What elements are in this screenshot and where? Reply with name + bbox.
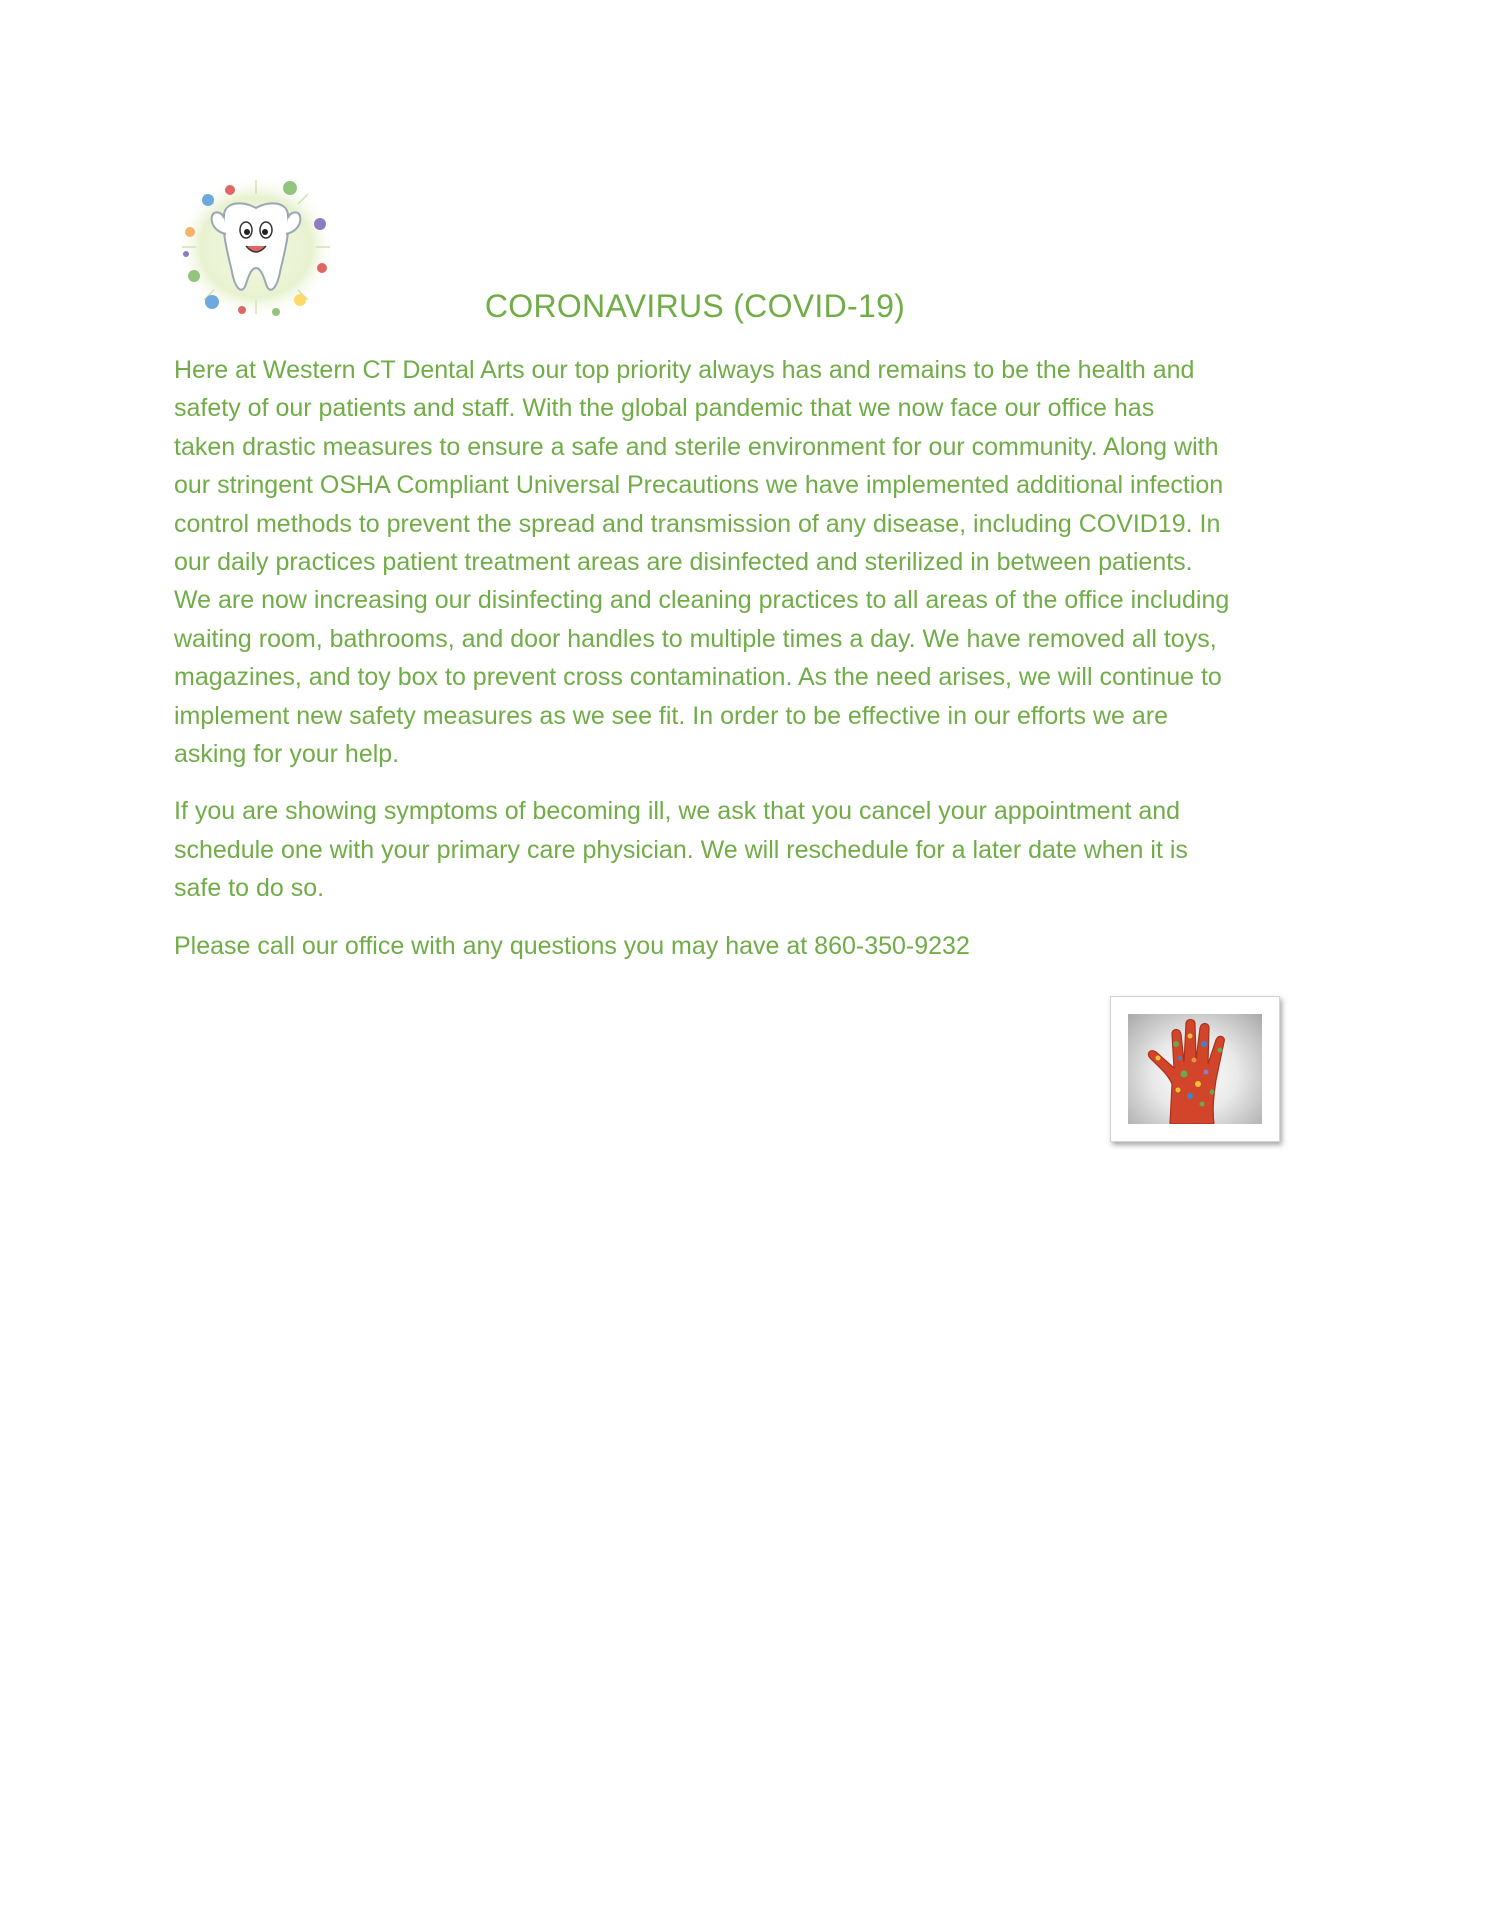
text-line: Here at Western CT Dental Arts our top priority always has and remains to be the health and	[174, 356, 1195, 384]
text-line: implement new safety measures as we see fit. In order to be effective in our efforts we are	[174, 701, 1169, 730]
text-line: We are now increasing our disinfecting and cleaning practices to all areas of the office including	[174, 586, 1230, 615]
paragraph-intro	[174, 351, 1324, 773]
text-line: our daily practices patient treatment areas are disinfected and sterilized in between patients.	[174, 548, 1193, 577]
hand-icon	[1128, 1014, 1262, 1124]
paragraph-symptoms	[174, 792, 1324, 907]
paragraph-contact	[174, 927, 1324, 965]
contact-line: Please call our office with any questions you may have at 860-350-9232	[174, 931, 970, 960]
germ-covered-hand-photo	[1110, 996, 1280, 1142]
text-line: waiting room, bathrooms, and door handles to multiple times a day. We have removed all toys,	[174, 624, 1217, 653]
text-line: safe to do so.	[174, 874, 325, 903]
text-line: If you are showing symptoms of becoming ill, we ask that you cancel your appointment and	[174, 797, 1181, 826]
text-line: magazines, and toy box to prevent cross contamination. As the need arises, we will continue to	[174, 663, 1222, 692]
text-line: schedule one with your primary care physician. We will reschedule for a later date when it is	[174, 835, 1188, 864]
text-line: our stringent OSHA Compliant Universal Precautions we have implemented additional infection	[174, 471, 1224, 500]
text-line: control methods to prevent the spread and transmission of any disease, including COVID19. In	[174, 509, 1221, 538]
notice-body	[174, 351, 1324, 984]
hand-image	[1128, 1014, 1262, 1124]
text-line: taken drastic measures to ensure a safe and sterile environment for our community. Along with	[174, 432, 1219, 461]
text-line: safety of our patients and staff. With the global pandemic that we now face our office has	[174, 394, 1155, 423]
page-title: CORONAVIRUS (COVID-19)	[484, 288, 906, 324]
text-line: asking for your help.	[174, 740, 400, 769]
